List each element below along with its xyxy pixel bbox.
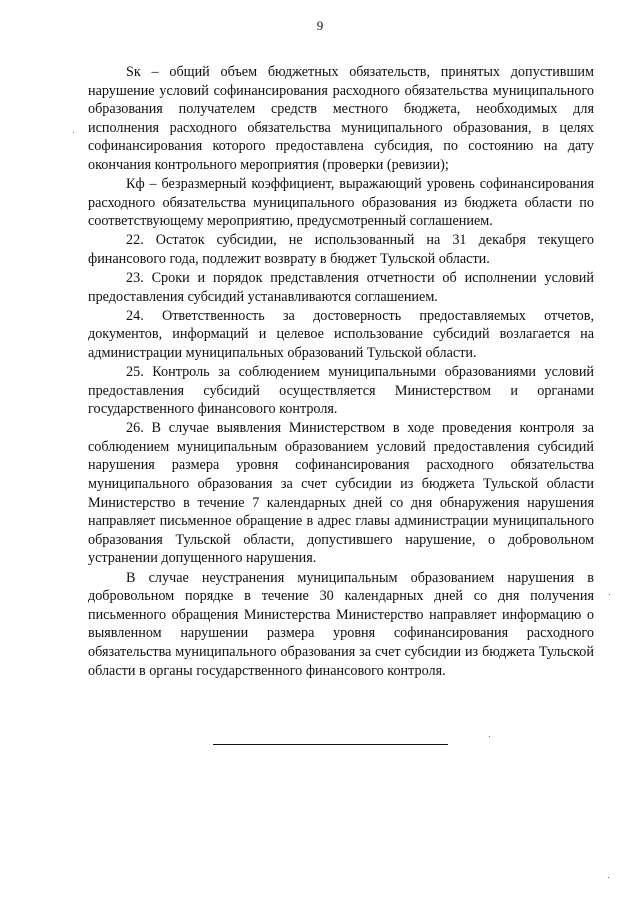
paragraph-24: 24. Ответственность за достоверность предоставляемых отчетов, документов, информаций и целевое использование субсидий возлагается на администрации муниципальных образований Тульской области.	[88, 307, 594, 361]
paragraph-25: 25. Контроль за соблюдением муниципальными образованиями условий предоставления субсидий осуществляется Министерством и органами государственного финансового контроля.	[88, 364, 594, 418]
closing-rule	[213, 744, 448, 745]
paragraph-kf-definition: Кф – безразмерный коэффициент, выражающий уровень софинансирования расходного обязательства муниципального образования из бюджета области по соответствующему мероприятию, предусмотренный соглашением.	[88, 176, 594, 230]
scan-speck	[608, 877, 609, 878]
paragraph-22: 22. Остаток субсидии, не использованный на 31 декабря текущего финансового года, подлежит возврату в бюджет Тульской области.	[88, 232, 594, 267]
scan-speck	[609, 594, 610, 595]
paragraph-sk-definition: Sк – общий объем бюджетных обязательств, принятых допустившим нарушение условий софинансирования расходного обязательства муниципального образования получателем средств местного бюджета, необходимых для исполнения расходного обязательства муниципального образования, в целях софинансирования которого предоставлена субсидия, по состоянию на дату окончания контрольного мероприятия (проверки (ревизии);	[88, 64, 594, 173]
page-number: 9	[316, 18, 324, 33]
paragraph-26-continuation: В случае неустранения муниципальным образованием нарушения в добровольном порядке в течение 30 календарных дней со дня получения письменного обращения Министерства Министерство направляет информацию о выявленном нарушении размера уровня софинансирования расходного обязательства муниципального образования за счет субсидии из бюджета Тульской области в органы государственного финансового контроля.	[88, 569, 594, 679]
paragraph-23: 23. Сроки и порядок представления отчетности об исполнении условий предоставления субсидий устанавливаются соглашением.	[88, 270, 594, 305]
scan-speck	[73, 132, 74, 133]
scan-speck	[489, 736, 490, 737]
document-body	[88, 63, 594, 680]
paragraph-26: 26. В случае выявления Министерством в ходе проведения контроля за соблюдением муниципальным образованием условий предоставления субсидий нарушения размера уровня софинансирования расходного обязательства муниципального образования за счет субсидии из бюджета Тульской области Министерство в течение 7 календарных дней со дня обнаружения нарушения направляет письменное обращение в адрес главы администрации муниципального образования Тульской области, допустившего нарушение, о добровольном устранении допущенного нарушения.	[88, 420, 594, 567]
